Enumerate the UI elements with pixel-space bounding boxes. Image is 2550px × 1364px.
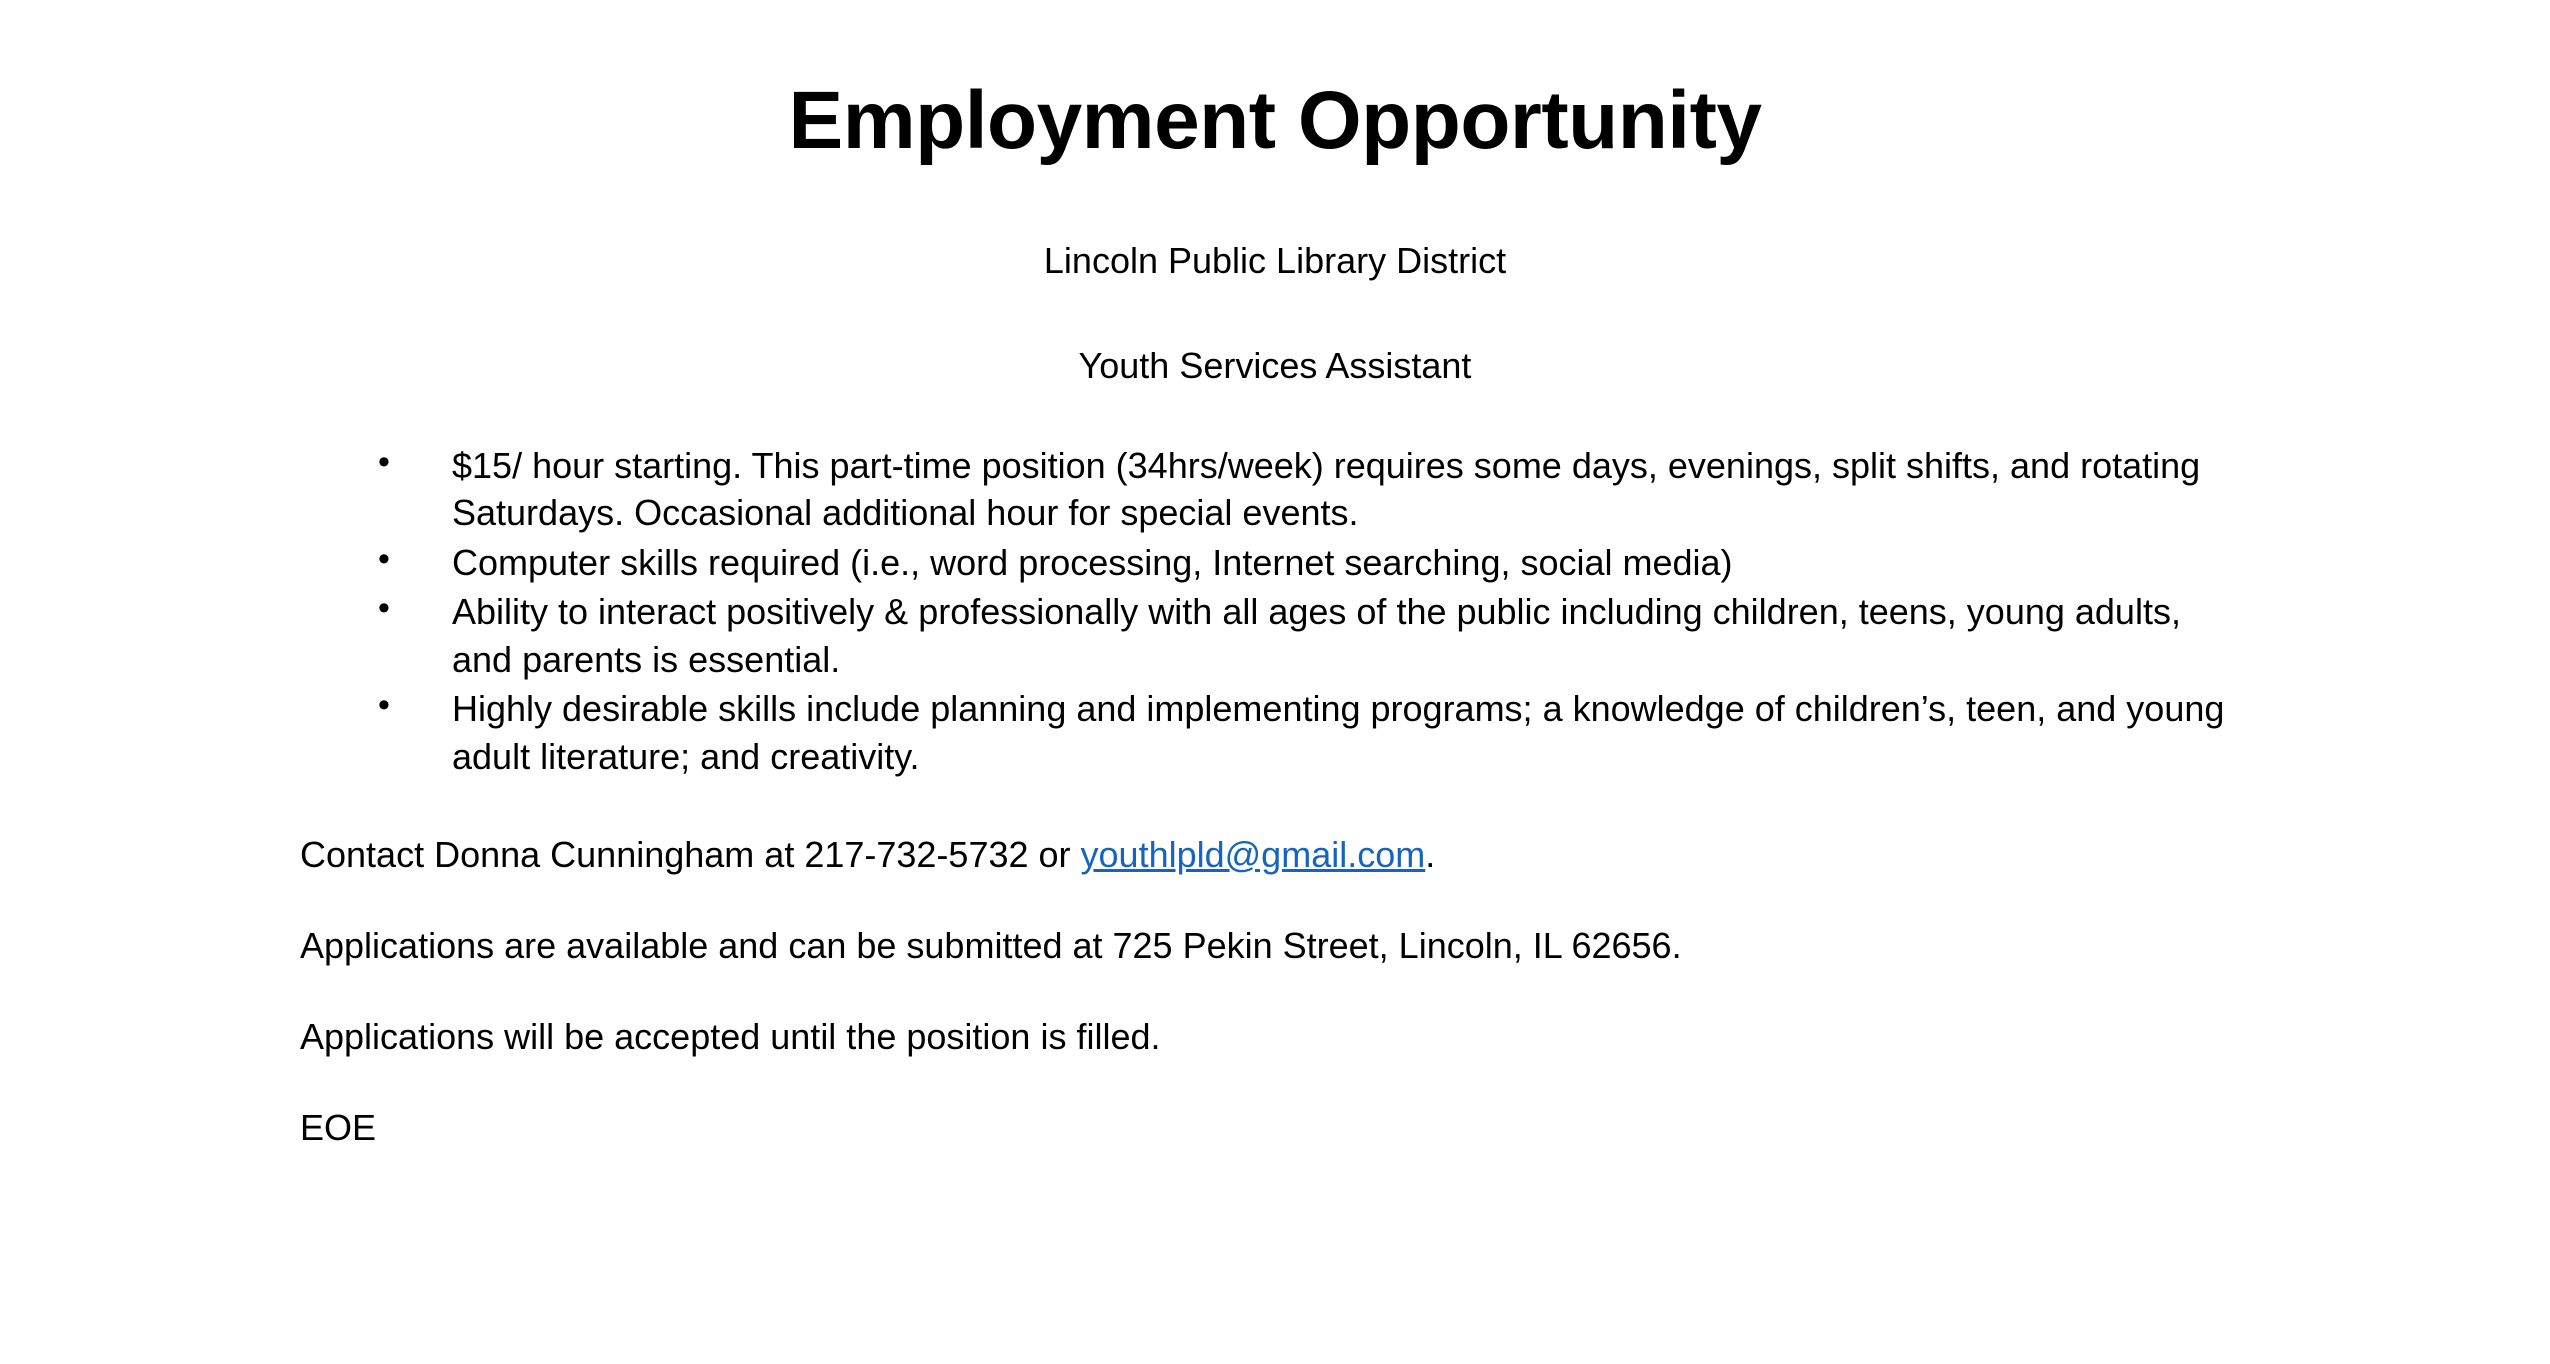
applications-location: Applications are available and can be submitted at 725 Pekin Street, Lincoln, IL 62656.	[300, 925, 1682, 967]
list-item: • $15/ hour starting. This part-time position (34hrs/week) requires some days, evenings, split shifts, and rotating Saturdays. Occasional additional hour for special events.	[300, 442, 2250, 537]
page-title: Employment Opportunity	[788, 75, 1762, 166]
requirements-list	[300, 442, 2250, 781]
list-item: • Computer skills required (i.e., word processing, Internet searching, social media)	[300, 539, 2250, 587]
organization-name: Lincoln Public Library District	[1043, 240, 1507, 282]
contact-prefix: Contact Donna Cunningham at 217-732-5732 or	[300, 834, 1081, 876]
list-item: • Highly desirable skills include planning and implementing programs; a knowledge of children’s, teen, and young adult literature; and creativity.	[300, 685, 2250, 780]
contact-suffix: .	[1425, 834, 1436, 876]
contact-line	[300, 832, 2250, 879]
applications-deadline: Applications will be accepted until the position is filled.	[300, 1015, 1161, 1057]
list-item: • Ability to interact positively & professionally with all ages of the public including children, teens, young adults, and parents is essential.	[300, 588, 2250, 683]
eoe-statement: EOE	[300, 1106, 377, 1148]
position-title: Youth Services Assistant	[1078, 344, 1472, 386]
email-link[interactable]: youthlpld@gmail.com	[1080, 834, 1426, 876]
